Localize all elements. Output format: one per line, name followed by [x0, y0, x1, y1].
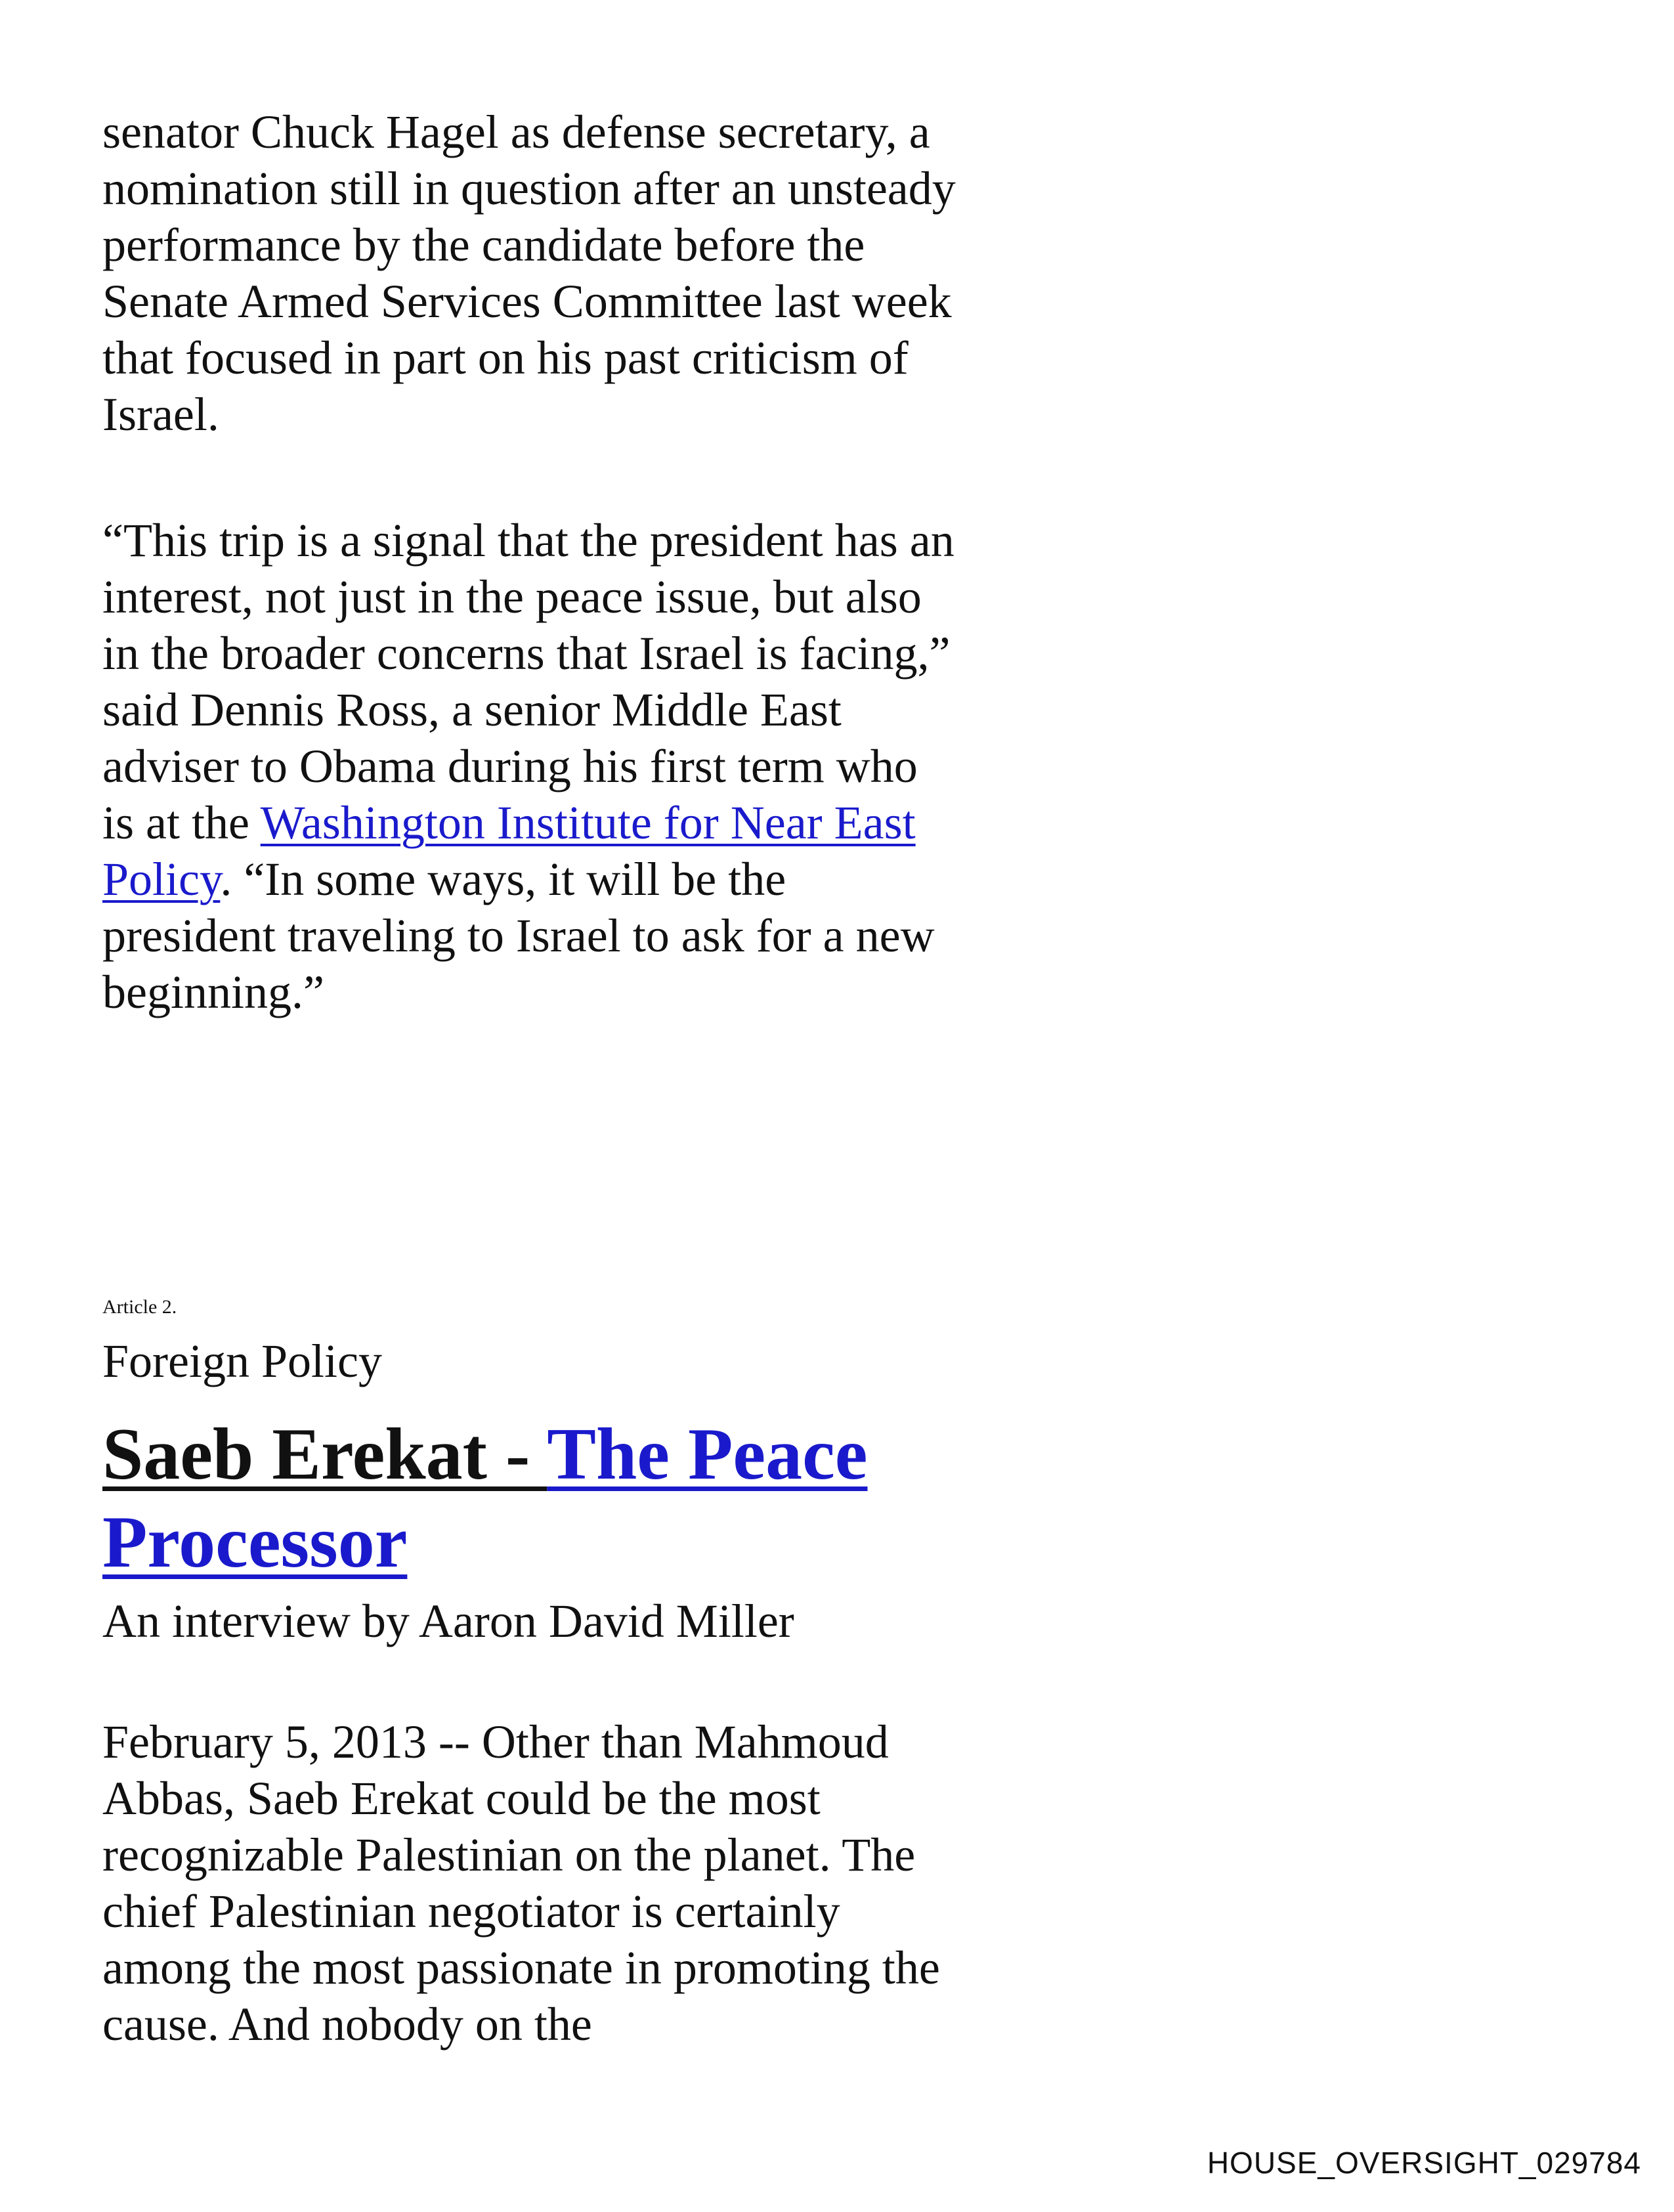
paragraph-dennis-ross-quote [102, 512, 956, 1020]
paragraph-hagel-nomination: senator Chuck Hagel as defense secretary, a nomination still in question after an unsteady performance by the candidate before the Senate Armed Services Committee last week that focused in part on his past criticism of Israel. [102, 106, 956, 441]
publication-name: Foreign Policy [102, 1335, 382, 1387]
quote-text-before-link: “This trip is a signal that the president has an interest, not just in the peace issue, but also in the broader concerns that Israel is facing,” said Dennis Ross, a senior Middle East adviser to Obama during his first term who is at the [102, 514, 955, 849]
washington-institute-link[interactable]: Washington Institute for Near East Policy [102, 796, 916, 905]
document-id-stamp: HOUSE_OVERSIGHT_029784 [1207, 2146, 1641, 2180]
article-number-label: Article 2. [102, 1296, 177, 1318]
headline-subject: Saeb Erekat - [102, 1414, 547, 1495]
article-headline [102, 1410, 956, 1586]
article-byline: An interview by Aaron David Miller [102, 1595, 794, 1647]
headline-link[interactable]: The Peace Processor [102, 1414, 868, 1583]
paragraph-erekat-intro: February 5, 2013 -- Other than Mahmoud Abbas, Saeb Erekat could be the most recognizable Palestinian on the planet. The chief Palestinian negotiator is certainly among the most passionate in promoting the cause. And nobody on the [102, 1716, 940, 2050]
quote-text-after-link: . “In some ways, it will be the president traveling to Israel to ask for a new beginning.” [102, 853, 935, 1018]
